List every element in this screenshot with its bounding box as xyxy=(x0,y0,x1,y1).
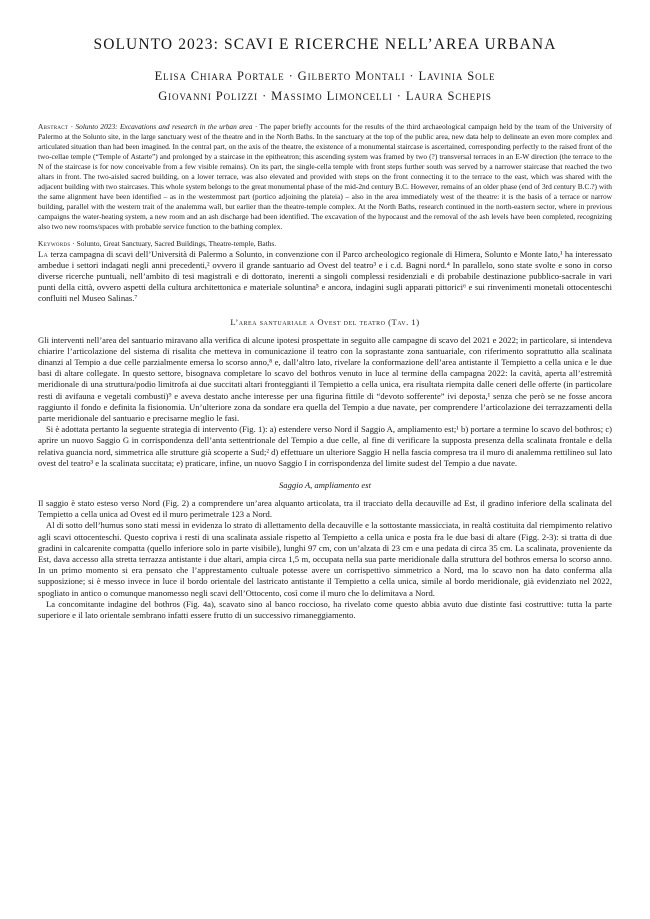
saggio-a-paragraph-2: Al di sotto dell’humus sono stati messi in evidenza lo strato di allettamento della decauville e la sottostante massicciata, in realtà costituita dal riempimento relativo agli scavi ottocenteschi. Questo copriva i resti di una scalinata assiale rispetto al Tempietto a cella unica e posta fra le due basi di altare (Figg. 2-3): si tratta di due gradini in calcarenite compatta (quello inferiore solo in parte visibile), lunghi 97 cm, con un’alzata di 23 cm e una pedata di circa 35 cm. La scalinata, proveniente da Est, dava accesso alla stretta terrazza antistante i due altari, ampia circa 1,5 m, occupata nella sua parte meridionale dalla struttura del bothros emersa lo scorso anno. In un primo momento si era pensato che l’apprestamento cultuale potesse avere un corrispettivo simmetrico a Nord, ma lo scavo non ha dato conferma alla supposizione; si è messo invece in luce il bordo orientale del lastricato antistante il Tempietto a cella unica, simile al bordo meridionale, già evidenziato nel 2022, spogliato in antico o comunque manomesso negli scavi dell’Ottocento, così come il muro che lo delimitava a Nord. xyxy=(38,520,612,598)
abstract-title: Solunto 2023: Excavations and research in the urban area xyxy=(75,122,253,131)
abstract-separator: · xyxy=(68,122,76,131)
keywords-label: Keywords xyxy=(38,238,71,248)
subsection-heading-saggio-a: Saggio A, ampliamento est xyxy=(279,480,371,491)
abstract xyxy=(38,122,612,233)
article-page xyxy=(38,36,612,621)
intro-paragraph xyxy=(38,249,612,305)
article-title: SOLUNTO 2023: SCAVI E RICERCHE NELL’AREA URBANA xyxy=(93,36,557,53)
keywords xyxy=(38,239,612,249)
abstract-label: Abstract xyxy=(38,122,69,131)
author-line-1: Elisa Chiara Portale · Gilberto Montali · Lavinia Sole xyxy=(154,69,496,83)
keywords-text: · Solunto, Great Sanctuary, Sacred Buildings, Theatre-temple, Baths. xyxy=(70,238,277,248)
abstract-text: · The paper briefly accounts for the results of the third archaeological campaign held by the team of the University of Palermo at the Solunto site, in the large sanctuary west of the theatre and in the North Baths. In the sanctuary at the top of the public area, new data help to delineate an even more complex and articulated situation than had been imagined. In the central part, on the axis of the theatre, the existence of a monumental staircase is ascertained, corresponding perfectly to the raised front of the two-cellae temple (“Temple of Astarte”) and prolonged by a staircase in the epitheatron; this ascending system was framed by two (?) transversal terraces in an E-W direction (the terrace to the N of the staircase is for now conceivable from a few visible remains). On its part, the single-cella temple with front steps further south was served by a narrower staircase that reached the two altars in front. The two-aisled sacred building, on a lower terrace, was also elevated and provided with steps on the front connecting it to the terrace to the east, which was shared with the adjacent building with two staircases. This whole system belongs to the great monumental phase of the mid-2nd century B.C. However, remains of an older phase (end of 3rd century B.C.?) with the same alignment have been identified – as in the westernmost part (portico adjoining the plateia) – also in the area immediately west of the theatre: it is the basis of a terrace or narrow building, parallel with the western trait of the analemma wall, but earlier than the theatre-temple complex. At the North Baths, research continued in the north-eastern sector, where in previous campaigns the water-heating system, a new room and an ash discharge had been identified. The excavation of the hypocaust and the removal of the ash levels have been completed, recognizing also two new rooms/spaces with probable service function to the bathing complex. xyxy=(38,122,612,232)
sanctuary-paragraph-2: Si è adottata pertanto la seguente strategia di intervento (Fig. 1): a) estendere verso Nord il Saggio A, ampliamento est;¹ b) portare a termine lo scavo del bothros; c) aprire un nuovo Saggio G in corrispondenza dell’anta settentrionale del Tempio a due celle, al fine di verificare la supposta presenza della scalinata frontale e della relativa guancia nord, simmetrica alle strutture già scoperte a Sud;² d) effettuare un ulteriore Saggio H nella fascia compresa tra il muro di analemma rettilineo sul lato ovest del teatro³ e la scalinata succitata; e) praticare, infine, un nuovo Saggio I in corrispondenza del limite sudest del Tempio a due navate. xyxy=(38,424,612,468)
body-text xyxy=(38,249,612,622)
section-heading-sanctuary: L’area santuariale a Ovest del teatro (Tav. 1) xyxy=(230,316,420,327)
intro-dropcap: La xyxy=(38,248,49,259)
saggio-a-paragraph-3: La concomitante indagine del bothros (Fig. 4a), scavato sino al banco roccioso, ha rivelato come questo abbia avuto due distinte fasi costruttive: tutta la parte superiore e il lato orientale sembrano infatti essere frutto di un successivo rimaneggiamento. xyxy=(38,598,612,621)
sanctuary-paragraph-1: Gli interventi nell’area del santuario miravano alla verifica di alcune ipotesi prospettate in seguito alle campagne di scavo del 2021 e 2022; in particolare, si intendeva chiarire l’articolazione del sistema di risalita che metteva in comunicazione il teatro con la soprastante zona santuariale, con riferimento soprattutto alla scalinata dinanzi al Tempio a due celle parzialmente emersa lo scorso anno,⁸ e, dall’altro lato, rivelare la conformazione dell’area antistante il Tempietto a cella unica e le due basi di altare collegate. In questo settore, bisognava completare lo scavo del bothros venuto in luce al termine della campagna 2022: la cavità, aperta all’estremità meridionale di una struttura/podio limitrofa ai due succitati altari fronteggianti il Tempietto a cella unica, era risultata riempita dalle ceneri delle offerte (in particolare resti di avifauna e vegetali combusti)⁹ e aveva destato anche interesse per una figurina fittile di “devoto sofferente” ivi deposta,¹ senza che però se ne fosse ancora raggiunto il fondo e definita la fisionomia. Un’ulteriore zona da sondare era quella del Tempio a due navate, per comprendere l’articolazione dei terrazzamenti della parte meridionale del santuario e precisarne meglio le fasi. xyxy=(38,334,612,423)
intro-text: terza campagna di scavi dell’Università di Palermo a Solunto, in convenzione con il Parco archeologico regionale di Himera, Solunto e Monte Iato,¹ ha interessato ambedue i settori indagati negli anni precedenti,² ovvero il grande santuario ad Ovest del teatro³ e i c.d. Bagni nord.⁴ In parallelo, sono state svolte e sono in corso diverse ricerche puntuali, nell’ambito di tesi magistrali e di dottorato, inerenti a singoli complessi residenziali e di probabile destinazione pubblico-sacrale in vari punti della città, ovvero aspetti della cultura architettonica e materiale soluntina⁵ e ancora, indagini sugli apparati pittorici⁶ e sui rinvenimenti monetali ottocenteschi confluiti nel Museo Salinas.⁷ xyxy=(38,248,612,304)
author-list xyxy=(38,66,612,106)
author-line-2: Giovanni Polizzi · Massimo Limoncelli · Laura Schepis xyxy=(158,89,492,103)
saggio-a-paragraph-1: Il saggio è stato esteso verso Nord (Fig. 2) a comprendere un’area alquanto articolata, tra il tracciato della decauville ad Est, il gradino inferiore della scalinata del Tempietto a cella unica ad Ovest ed il muro perimetrale 123 a Nord. xyxy=(38,498,612,520)
